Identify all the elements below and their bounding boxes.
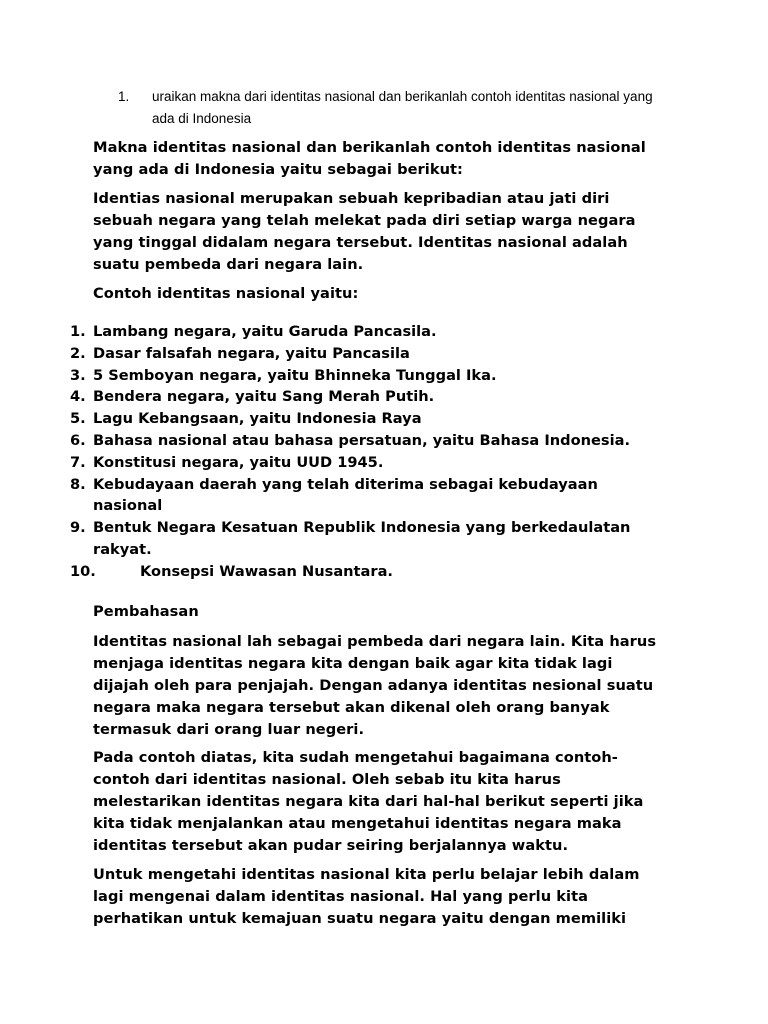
- list-item-number: 7.: [70, 453, 86, 471]
- paragraph-line: kita tidak menjalankan atau mengetahui identitas negara maka: [93, 815, 622, 832]
- definition-line: sebuah negara yang telah melekat pada diri setiap warga negara: [93, 212, 636, 229]
- list-item-text: 5 Semboyan negara, yaitu Bhinneka Tunggal Ika.: [93, 366, 497, 384]
- list-item: [70, 430, 710, 452]
- paragraph-line: identitas tersebut akan pudar seiring berjalannya waktu.: [93, 837, 569, 854]
- list-item-text: Lagu Kebangsaan, yaitu Indonesia Raya: [93, 410, 422, 428]
- list-item-number: 5.: [70, 410, 86, 428]
- list-item: [70, 561, 710, 583]
- list-item-text: nasional: [93, 497, 163, 515]
- list-item: [70, 474, 710, 518]
- list-item-text: Konsepsi Wawasan Nusantara.: [140, 562, 393, 580]
- paragraph-line: dijajah oleh para penjajah. Dengan adanya identitas nesional suatu: [93, 677, 654, 694]
- list-item-text: Lambang negara, yaitu Garuda Pancasila.: [93, 323, 437, 340]
- question-line: ada di Indonesia: [152, 111, 252, 126]
- definition-paragraph: [93, 188, 683, 276]
- list-item-number: 1.: [70, 323, 86, 340]
- paragraph-line: Identitas nasional lah sebagai pembeda dari negara lain. Kita harus: [93, 633, 657, 650]
- list-item-text: Bentuk Negara Kesatuan Republik Indonesia yang berkedaulatan: [93, 519, 631, 537]
- paragraph-line: melestarikan identitas negara kita dari hal-hal berikut seperti jika: [93, 793, 644, 810]
- paragraph-line: lagi mengenai dalam identitas nasional. Hal yang perlu kita: [93, 888, 589, 905]
- list-item-text: rakyat.: [93, 540, 152, 558]
- definition-line: suatu pembeda dari negara lain.: [93, 256, 364, 273]
- discussion-paragraph: [93, 631, 683, 741]
- list-item-number: 6.: [70, 431, 86, 449]
- paragraph-line: perhatikan untuk kemajuan suatu negara yaitu dengan memiliki: [93, 910, 627, 927]
- paragraph-line: Pada contoh diatas, kita sudah mengetahui bagaimana contoh-: [93, 749, 618, 766]
- list-item-number: 4.: [70, 388, 86, 406]
- paragraph-line: negara maka negara tersebut akan dikenal oleh orang banyak: [93, 699, 610, 716]
- list-item: [70, 386, 710, 408]
- question-text: [152, 86, 672, 130]
- list-item-number: 8.: [70, 475, 86, 493]
- list-item-text: Bahasa nasional atau bahasa persatuan, yaitu Bahasa Indonesia.: [93, 431, 630, 449]
- list-item-number: 3.: [70, 366, 86, 384]
- list-item: [70, 321, 710, 343]
- list-item: [70, 365, 710, 387]
- list-item: [70, 517, 710, 561]
- list-item-text: Bendera negara, yaitu Sang Merah Putih.: [93, 388, 435, 406]
- paragraph-line: contoh dari identitas nasional. Oleh sebab itu kita harus: [93, 771, 561, 788]
- definition-line: yang tinggal didalam negara tersebut. Identitas nasional adalah: [93, 234, 628, 251]
- list-item-number: 2.: [70, 344, 86, 362]
- examples-heading: Contoh identitas nasional yaitu:: [93, 285, 359, 302]
- list-item-text: Konstitusi negara, yaitu UUD 1945.: [93, 453, 384, 471]
- list-item: [70, 408, 710, 430]
- intro-paragraph: [93, 137, 683, 181]
- intro-line: Makna identitas nasional dan berikanlah contoh identitas nasional: [93, 139, 646, 156]
- paragraph-line: termasuk dari orang luar negeri.: [93, 721, 365, 738]
- list-item-number: 9.: [70, 519, 86, 537]
- examples-list: [70, 321, 710, 583]
- list-item: [70, 452, 710, 474]
- paragraph-line: Untuk mengetahi identitas nasional kita perlu belajar lebih dalam: [93, 866, 640, 883]
- discussion-heading: Pembahasan: [93, 603, 199, 620]
- definition-line: Identias nasional merupakan sebuah kepribadian atau jati diri: [93, 190, 610, 207]
- list-item-text: Dasar falsafah negara, yaitu Pancasila: [93, 344, 410, 362]
- list-item: [70, 343, 710, 365]
- list-item-number: 10.: [70, 562, 96, 580]
- discussion-paragraph: [93, 747, 683, 857]
- discussion-paragraph: [93, 864, 683, 930]
- list-item-text: Kebudayaan daerah yang telah diterima sebagai kebudayaan: [93, 475, 598, 493]
- paragraph-line: menjaga identitas negara kita dengan baik agar kita tidak lagi: [93, 655, 613, 672]
- question-number: 1.: [118, 89, 130, 104]
- question-line: uraikan makna dari identitas nasional dan berikanlah contoh identitas nasional yang: [152, 89, 653, 104]
- intro-line: yang ada di Indonesia yaitu sebagai berikut:: [93, 161, 463, 178]
